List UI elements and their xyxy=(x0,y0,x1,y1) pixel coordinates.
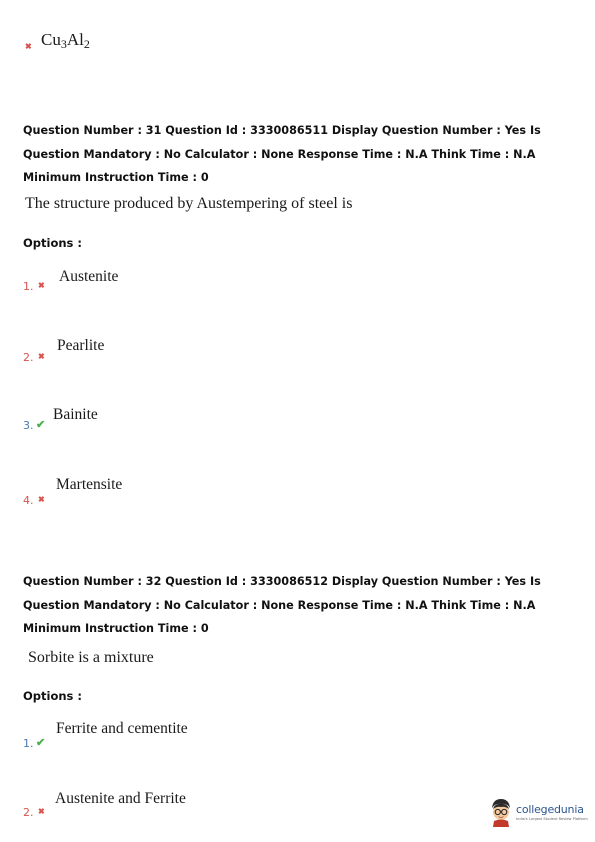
question-text: The structure produced by Austempering of steel is xyxy=(25,195,353,212)
logo-name: collegedunia xyxy=(516,803,584,816)
options-label: Options : xyxy=(23,236,82,250)
option-text: Pearlite xyxy=(57,337,105,354)
option-number: 1. xyxy=(23,280,34,293)
question-meta: Question Number : 31 Question Id : 3330086511 Display Question Number : Yes Is Question Mandatory : No Calculator : None Response Time : N.A Think Time : N.A Minimum Instruction Time : 0 xyxy=(23,124,541,184)
option-text: Austenite xyxy=(59,268,119,285)
option-text: Ferrite and cementite xyxy=(56,720,188,737)
prev-answer-formula: $Cu_3Al_2$ xyxy=(41,30,90,51)
option-number: 1. xyxy=(23,737,34,750)
cross-icon: ✖ xyxy=(38,281,45,290)
option-number: 3. xyxy=(23,419,34,432)
option-text: Austenite and Ferrite xyxy=(55,790,186,807)
question-text: Sorbite is a mixture xyxy=(28,649,154,666)
collegedunia-logo xyxy=(489,797,588,827)
option-number: 2. xyxy=(23,806,34,819)
option-text: Bainite xyxy=(53,406,98,423)
logo-tagline: India's Largest Student Review Platform xyxy=(516,817,588,821)
check-icon: ✔ xyxy=(36,419,46,431)
cross-icon: ✖ xyxy=(38,807,45,816)
student-mascot-icon xyxy=(489,797,513,827)
question-meta: Question Number : 32 Question Id : 3330086512 Display Question Number : Yes Is Question Mandatory : No Calculator : None Response Time : N.A Think Time : N.A Minimum Instruction Time : 0 xyxy=(23,575,541,635)
cross-icon: ✖ xyxy=(25,42,32,51)
cross-icon: ✖ xyxy=(38,495,45,504)
cross-icon: ✖ xyxy=(38,352,45,361)
option-text: Martensite xyxy=(56,476,123,493)
check-icon: ✔ xyxy=(36,737,46,749)
option-number: 2. xyxy=(23,351,34,364)
options-label: Options : xyxy=(23,689,82,703)
option-number: 4. xyxy=(23,494,34,507)
